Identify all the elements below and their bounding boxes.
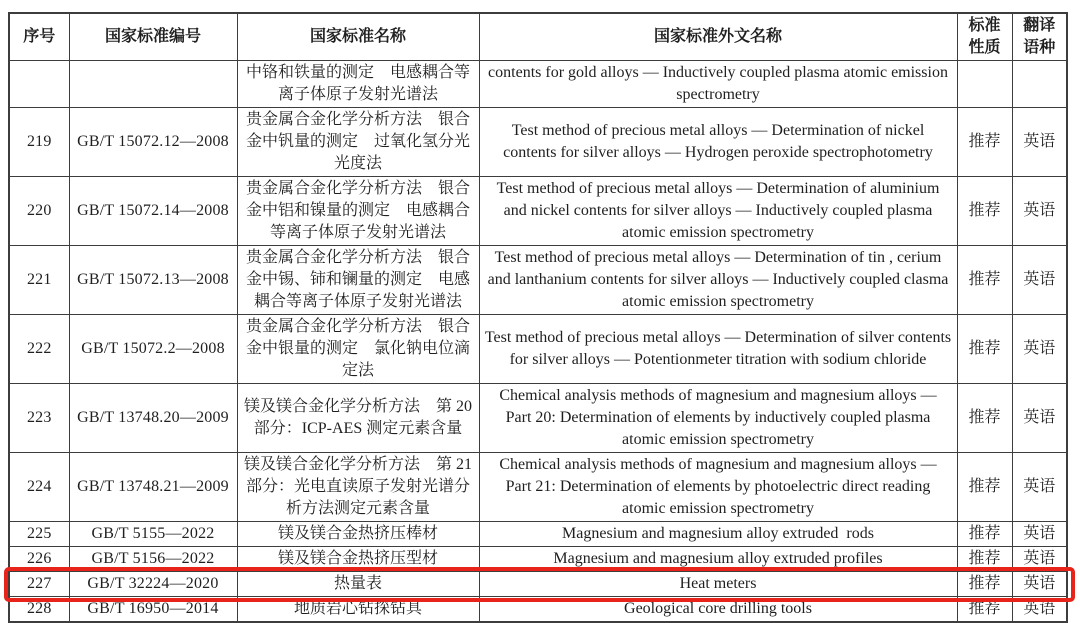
table-row [9, 522, 1067, 547]
foreign-cell: Magnesium and magnesium alloy extruded profiles [479, 547, 957, 572]
table-body [9, 61, 1067, 623]
code-cell: GB/T 15072.14—2008 [69, 177, 237, 246]
table-row [9, 597, 1067, 623]
name-cell: 中铬和铁量的测定 电感耦合等离子体原子发射光谱法 [237, 61, 479, 108]
nature-cell: 推荐 [957, 522, 1012, 547]
nature-cell: 推荐 [957, 108, 1012, 177]
nature-cell: 推荐 [957, 384, 1012, 453]
lang-cell: 英语 [1012, 522, 1067, 547]
nature-cell: 推荐 [957, 572, 1012, 597]
name-cell: 贵金属合金化学分析方法 银合金中铝和镍量的测定 电感耦合等离子体原子发射光谱法 [237, 177, 479, 246]
foreign-cell: Test method of precious metal alloys — Determination of silver contents for silver alloys — Potentionmeter titration with sodium chloride [479, 315, 957, 384]
seq-cell: 227 [9, 572, 69, 597]
foreign-cell: Test method of precious metal alloys — Determination of nickel contents for silver alloys — Hydrogen peroxide spectrophotometry [479, 108, 957, 177]
code-cell [69, 61, 237, 108]
table-row [9, 384, 1067, 453]
lang-cell: 英语 [1012, 108, 1067, 177]
table-row [9, 547, 1067, 572]
table-row [9, 108, 1067, 177]
name-cell: 地质岩心钻探钻具 [237, 597, 479, 623]
name-cell: 镁及镁合金热挤压型材 [237, 547, 479, 572]
nature-cell: 推荐 [957, 177, 1012, 246]
lang-cell: 英语 [1012, 597, 1067, 623]
seq-cell: 220 [9, 177, 69, 246]
code-cell: GB/T 15072.12—2008 [69, 108, 237, 177]
nature-cell [957, 61, 1012, 108]
code-cell: GB/T 13748.20—2009 [69, 384, 237, 453]
foreign-cell: Chemical analysis methods of magnesium and magnesium alloys — Part 20: Determination of elements by inductively coupled plasma atomic emission spectrometry [479, 384, 957, 453]
header-row [9, 13, 1067, 61]
header-code: 国家标准编号 [69, 13, 237, 61]
foreign-cell: contents for gold alloys — Inductively coupled plasma atomic emission spectrometry [479, 61, 957, 108]
name-cell: 热量表 [237, 572, 479, 597]
header-name: 国家标准名称 [237, 13, 479, 61]
header-foreign: 国家标准外文名称 [479, 13, 957, 61]
table-row [9, 453, 1067, 522]
header-nature: 标准性质 [957, 13, 1012, 61]
header-seq: 序号 [9, 13, 69, 61]
seq-cell: 221 [9, 246, 69, 315]
table-row [9, 246, 1067, 315]
foreign-cell: Magnesium and magnesium alloy extruded rods [479, 522, 957, 547]
name-cell: 贵金属合金化学分析方法 银合金中钒量的测定 过氧化氢分光光度法 [237, 108, 479, 177]
table-row [9, 61, 1067, 108]
seq-cell: 224 [9, 453, 69, 522]
seq-cell [9, 61, 69, 108]
seq-cell: 222 [9, 315, 69, 384]
table-header [9, 13, 1067, 61]
seq-cell: 228 [9, 597, 69, 623]
code-cell: GB/T 5156—2022 [69, 547, 237, 572]
table-row [9, 315, 1067, 384]
lang-cell: 英语 [1012, 246, 1067, 315]
nature-cell: 推荐 [957, 453, 1012, 522]
lang-cell: 英语 [1012, 453, 1067, 522]
lang-cell: 英语 [1012, 384, 1067, 453]
lang-cell [1012, 61, 1067, 108]
name-cell: 镁及镁合金化学分析方法 第 20 部分：ICP-AES 测定元素含量 [237, 384, 479, 453]
name-cell: 贵金属合金化学分析方法 银合金中银量的测定 氯化钠电位滴定法 [237, 315, 479, 384]
nature-cell: 推荐 [957, 246, 1012, 315]
table-row [9, 572, 1067, 597]
name-cell: 镁及镁合金热挤压棒材 [237, 522, 479, 547]
lang-cell: 英语 [1012, 315, 1067, 384]
standards-table [8, 12, 1068, 623]
foreign-cell: Test method of precious metal alloys — Determination of aluminium and nickel contents for silver alloys — Inductively coupled plasma atomic emission spectrometry [479, 177, 957, 246]
foreign-cell: Heat meters [479, 572, 957, 597]
name-cell: 贵金属合金化学分析方法 银合金中锡、铈和镧量的测定 电感耦合等离子体原子发射光谱法 [237, 246, 479, 315]
code-cell: GB/T 15072.13—2008 [69, 246, 237, 315]
foreign-cell: Chemical analysis methods of magnesium and magnesium alloys — Part 21: Determination of elements by photoelectric direct reading atomic emission spectrometry [479, 453, 957, 522]
lang-cell: 英语 [1012, 547, 1067, 572]
foreign-cell: Test method of precious metal alloys — Determination of tin , cerium and lanthanium contents for silver alloys — Inductively coupled clasma atomic emission spectrometry [479, 246, 957, 315]
lang-cell: 英语 [1012, 177, 1067, 246]
nature-cell: 推荐 [957, 547, 1012, 572]
lang-cell: 英语 [1012, 572, 1067, 597]
seq-cell: 225 [9, 522, 69, 547]
code-cell: GB/T 5155—2022 [69, 522, 237, 547]
seq-cell: 226 [9, 547, 69, 572]
header-lang: 翻译语种 [1012, 13, 1067, 61]
seq-cell: 219 [9, 108, 69, 177]
seq-cell: 223 [9, 384, 69, 453]
name-cell: 镁及镁合金化学分析方法 第 21 部分：光电直读原子发射光谱分析方法测定元素含量 [237, 453, 479, 522]
code-cell: GB/T 13748.21—2009 [69, 453, 237, 522]
code-cell: GB/T 32224—2020 [69, 572, 237, 597]
nature-cell: 推荐 [957, 315, 1012, 384]
foreign-cell: Geological core drilling tools [479, 597, 957, 623]
nature-cell: 推荐 [957, 597, 1012, 623]
code-cell: GB/T 16950—2014 [69, 597, 237, 623]
table-row [9, 177, 1067, 246]
code-cell: GB/T 15072.2—2008 [69, 315, 237, 384]
